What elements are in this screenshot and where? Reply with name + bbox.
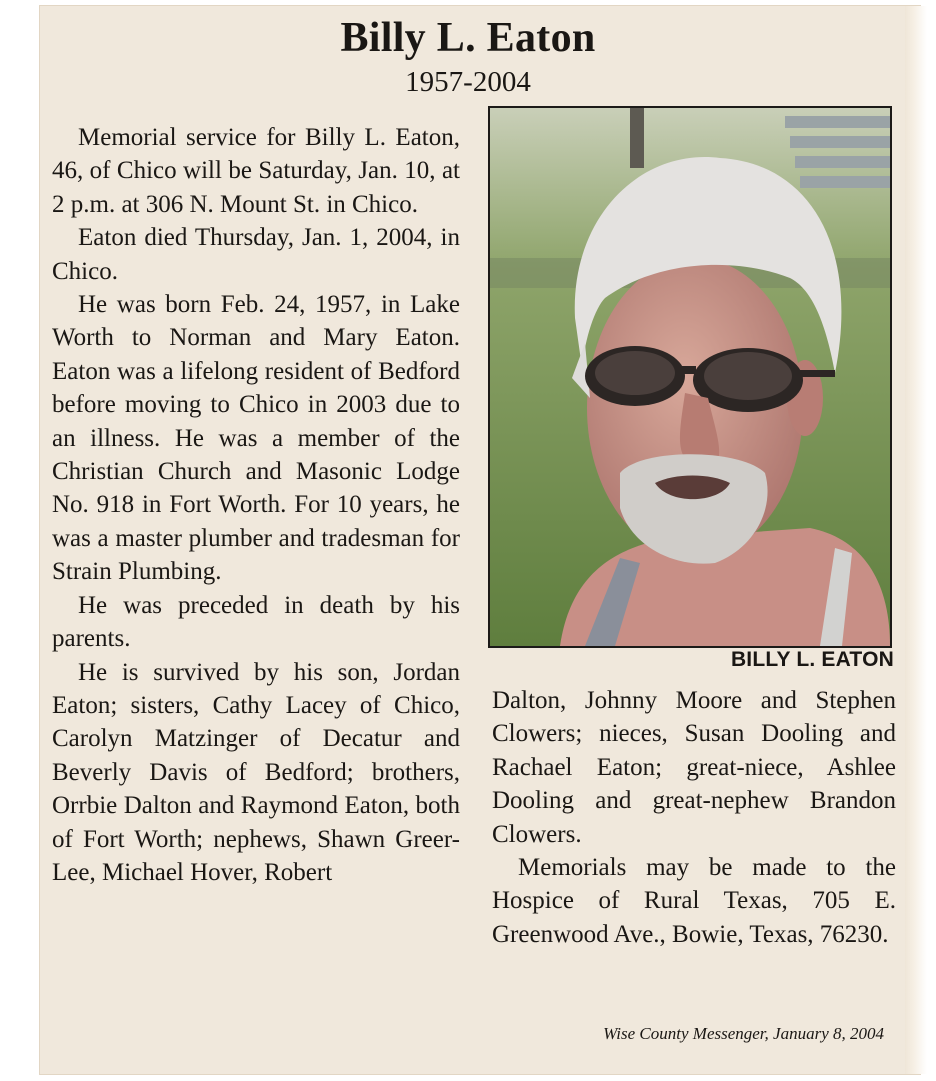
right-text-column: [492, 684, 896, 951]
obituary-years: 1957-2004: [405, 66, 531, 98]
paragraph-death: Eaton died Thursday, Jan. 1, 2004, in Chico.: [52, 224, 460, 285]
photo-caption: BILLY L. EATON: [730, 648, 894, 671]
paragraph-preceded: He was preceded in death by his parents.: [52, 591, 460, 653]
portrait-illustration: [490, 108, 890, 646]
obituary-title: Billy L. Eaton: [340, 15, 596, 61]
left-text-column: [52, 121, 460, 889]
paragraph-memorial-service: Memorial service for Billy L. Eaton, 46, of Chico will be Saturday, Jan. 10, at 2 p.m. at 306 N. Mount St. in Chico.: [52, 124, 460, 218]
paragraph-survivors-continued: Dalton, Johnny Moore and Stephen Clowers; nieces, Susan Dooling and Rachael Eaton; great-niece, Ashlee Dooling and great-nephew Brandon Clowers.: [492, 687, 896, 848]
newspaper-source-line: Wise County Messenger, January 8, 2004: [603, 1024, 884, 1043]
paragraph-survivors: He is survived by his son, Jordan Eaton; sisters, Cathy Lacey of Chico, Carolyn Matzinger of Decatur and Beverly Davis of Bedford; brothers, Orrbie Dalton and Raymond Eaton, both of Fort Worth; nephews, Shawn Greer-Lee, Michael Hover, Robert: [52, 658, 460, 886]
paragraph-memorials: Memorials may be made to the Hospice of Rural Texas, 705 E. Greenwood Ave., Bowie, Texas, 76230.: [492, 854, 896, 948]
portrait-photo: [488, 106, 892, 648]
clipping-torn-edge: [905, 6, 927, 1074]
paragraph-biography: He was born Feb. 24, 1957, in Lake Worth to Norman and Mary Eaton. Eaton was a lifelong resident of Bedford before moving to Chico in 2003 due to an illness. He was a member of the Christian Church and Masonic Lodge No. 918 in Fort Worth. For 10 years, he was a master plumber and tradesman for Strain Plumbing.: [52, 291, 460, 586]
